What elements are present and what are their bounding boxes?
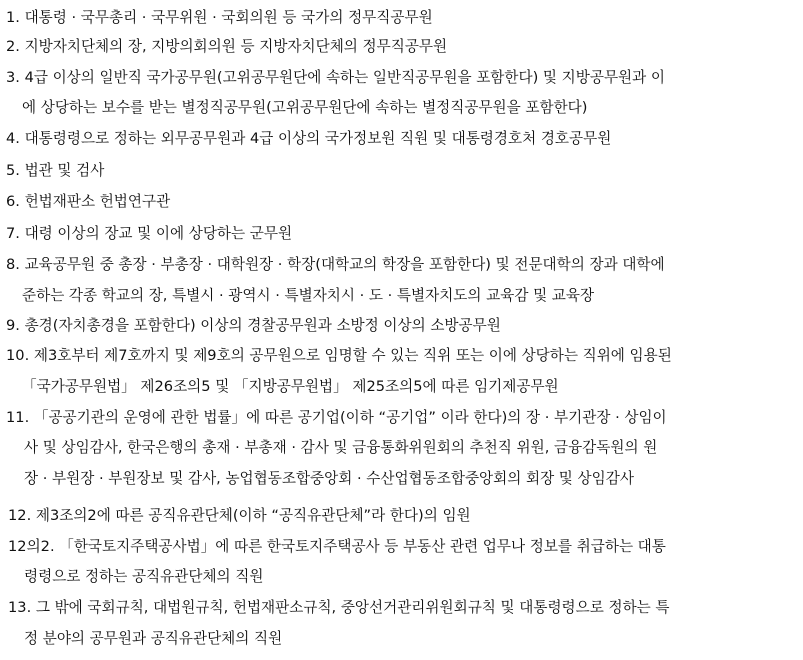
list-item-text: 1. 대통령 · 국무총리 · 국무위원 · 국회의원 등 국가의 정무직공무원 xyxy=(6,9,433,26)
list-item-5 xyxy=(6,161,104,181)
list-item-13-continuation xyxy=(24,629,282,649)
list-item-13 xyxy=(8,598,670,618)
list-item-8-continuation xyxy=(22,286,594,306)
list-item-text: 8. 교육공무원 중 총장 · 부총장 · 대학원장 · 학장(대학교의 학장을 포함한다) 및 전문대학의 장과 대학에 xyxy=(6,256,665,273)
list-item-text: 3. 4급 이상의 일반직 국가공무원(고위공무원단에 속하는 일반직공무원을 포함한다) 및 지방공무원과 이 xyxy=(6,69,665,86)
list-item-11-continuation xyxy=(24,438,657,458)
list-item-text: 11. 「공공기관의 운영에 관한 법률」에 따른 공기업(이하 “공기업” 이라 한다)의 장 · 부기관장 · 상임이 xyxy=(6,409,667,426)
list-item-text: 12의2. 「한국토지주택공사법」에 따른 한국토지주택공사 등 부동산 관련 업무나 정보를 취급하는 대통 xyxy=(8,538,666,555)
list-item-11-continuation xyxy=(24,469,634,489)
list-item-text: 10. 제3호부터 제7호까지 및 제9호의 공무원으로 임명할 수 있는 직위 또는 이에 상당하는 직위에 임용된 xyxy=(6,347,672,364)
list-item-12 xyxy=(8,506,471,526)
list-item-2 xyxy=(6,37,447,57)
list-item-3-continuation xyxy=(22,98,587,118)
list-item-text: 5. 법관 및 검사 xyxy=(6,162,105,179)
list-item-12-2 xyxy=(8,537,666,557)
list-item-text: 2. 지방자치단체의 장, 지방의회의원 등 지방자치단체의 정무직공무원 xyxy=(6,38,448,55)
list-item-text: 령령으로 정하는 공직유관단체의 직원 xyxy=(24,568,264,585)
list-item-text: 사 및 상임감사, 한국은행의 총재 · 부총재 · 감사 및 금융통화위원회의 추천직 위원, 금융감독원의 원 xyxy=(24,439,658,456)
list-item-text: 장 · 부원장 · 부원장보 및 감사, 농업협동조합중앙회 · 수산업협동조합중앙회의 회장 및 상임감사 xyxy=(24,470,634,487)
list-item-7 xyxy=(6,224,292,244)
list-item-9 xyxy=(6,316,501,336)
list-item-11 xyxy=(6,408,667,428)
list-item-text: 9. 총경(자치총경을 포함한다) 이상의 경찰공무원과 소방정 이상의 소방공무원 xyxy=(6,317,501,334)
list-item-8 xyxy=(6,255,665,275)
list-item-text: 4. 대통령령으로 정하는 외무공무원과 4급 이상의 국가정보원 직원 및 대통령경호처 경호공무원 xyxy=(6,130,612,147)
list-item-text: 6. 헌법재판소 헌법연구관 xyxy=(6,193,171,210)
list-item-text: 13. 그 밖에 국회규칙, 대법원규칙, 헌법재판소규칙, 중앙선거관리위원회규칙 및 대통령령으로 정하는 특 xyxy=(8,599,670,616)
list-item-4 xyxy=(6,129,611,149)
list-item-text: 준하는 각종 학교의 장, 특별시 · 광역시 · 특별자치시 · 도 · 특별자치도의 교육감 및 교육장 xyxy=(22,287,595,304)
list-item-text: 「국가공무원법」 제26조의5 및 「지방공무원법」 제25조의5에 따른 임기제공무원 xyxy=(22,378,559,395)
list-item-text: 7. 대령 이상의 장교 및 이에 상당하는 군무원 xyxy=(6,225,293,242)
list-item-10 xyxy=(6,346,672,366)
list-item-3 xyxy=(6,68,665,88)
list-item-text: 12. 제3조의2에 따른 공직유관단체(이하 “공직유관단체”라 한다)의 임원 xyxy=(8,507,471,524)
list-item-1 xyxy=(6,8,433,28)
list-item-text: 정 분야의 공무원과 공직유관단체의 직원 xyxy=(24,630,283,647)
list-item-12-2-continuation xyxy=(24,567,263,587)
list-item-text: 에 상당하는 보수를 받는 별정직공무원(고위공무원단에 속하는 별정직공무원을 포함한다) xyxy=(22,99,588,116)
list-item-10-continuation xyxy=(22,377,559,397)
list-item-6 xyxy=(6,192,170,212)
